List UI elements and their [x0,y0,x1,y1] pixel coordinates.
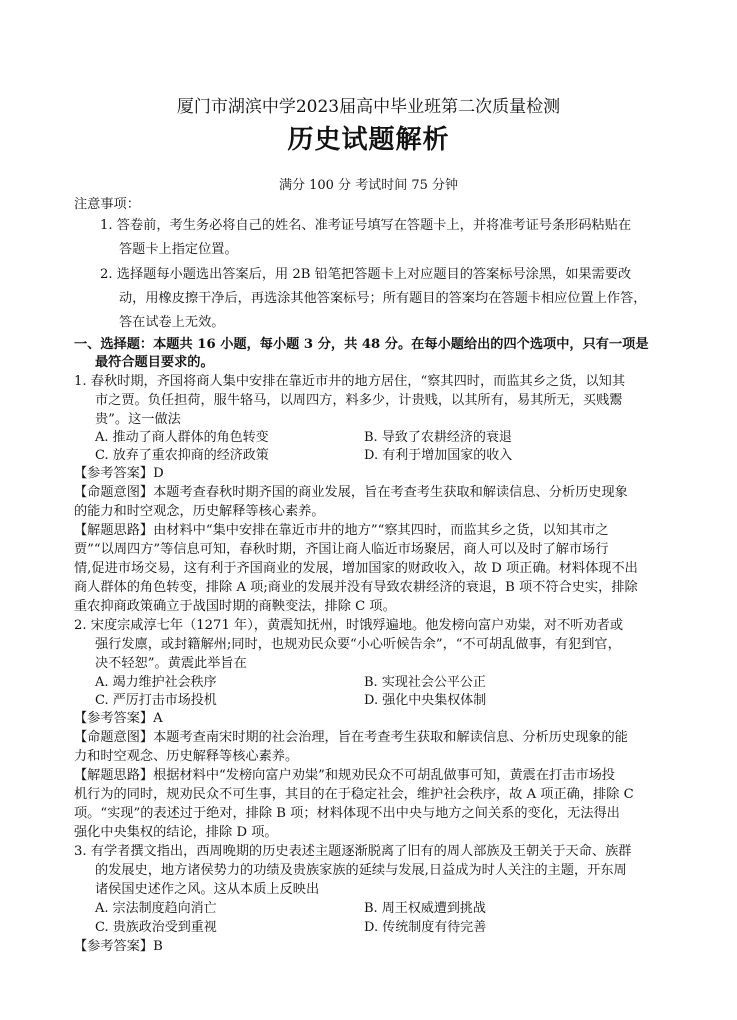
reference-answer: 【参考答案】A [74,711,163,726]
option-b: B. 导致了农耕经济的衰退 [364,430,512,445]
notice-heading: 注意事项： [74,197,140,212]
analysis-text: 机行为的同时，规劝民众不可生事，其目的在于稳定社会，维护社会秩序，故 A 项正确，排除 C [74,787,634,802]
option-c: C. 贵族政治受到重视 [95,920,217,935]
analysis-text: 情,促进市场交易，这有利于齐国商业的发展，增加国家的财政收入，故 D 项正确。材料体现不出 [74,561,638,576]
question-stem: 1. 春秋时期，齐国将商人集中安排在靠近市井的地方居住，“察其四时，而监其乡之货，以知其 [74,374,626,389]
analysis-text: 强化中央集权的结论，排除 D 项。 [74,825,278,840]
option-a: A. 竭力维护社会秩序 [95,675,217,690]
option-a: A. 宗法制度趋向消亡 [95,901,217,916]
question-stem: 2. 宋度宗咸淳七年（1271 年），黄震知抚州，时饿殍遍地。他发榜向富户劝粜，对不听劝者或 [74,618,624,633]
reference-answer: 【参考答案】B [74,939,163,954]
analysis-text: 商人群体的角色转变，排除 A 项;商业的发展并没有导致农耕经济的衰退，B 项不符合史实，排除 [74,580,638,595]
exam-subtitle: 厦门市湖滨中学2023届高中毕业班第二次质量检测 [176,97,561,117]
intent-text: 力和时空观念、历史解释等核心素养。 [74,749,299,764]
option-d: D. 强化中央集权体制 [364,693,487,708]
analysis-text: 贾”“以周四方”等信息可知，春秋时期，齐国让商人临近市场聚居，商人可以及时了解市场行 [74,542,609,557]
intent-text: 【命题意图】本题考查春秋时期齐国的商业发展，旨在考查考生获取和解读信息、分析历史现象 [74,485,628,500]
option-b: B. 周王权威遭到挑战 [364,901,486,916]
notice-line: 1. 答卷前，考生务必将自己的姓名、准考证号填写在答题卡上，并将准考证号条形码粘贴在 [100,218,632,233]
intent-text: 【命题意图】本题考查南宋时期的社会治理，旨在考查考生获取和解读信息、分析历史现象的能 [74,730,628,745]
intent-text: 的能力和时空观念，历史解释等核心素养。 [74,504,325,519]
analysis-text: 【解题思路】根据材料中“发榜向富户劝粜”和规劝民众不可胡乱做事可知，黄震在打击市场投 [74,768,615,783]
analysis-text: 项。“实现”的表述过于绝对，排除 B 项；材料体现不出中央与地方之间关系的变化，无法得出 [74,806,620,821]
option-d: D. 传统制度有待完善 [364,920,487,935]
analysis-text: 重农抑商政策确立于战国时期的商鞅变法，排除 C 项。 [74,599,396,614]
reference-answer: 【参考答案】D [74,466,164,481]
notice-line: 动，用橡皮擦干净后，再选涂其他答案标号；所有题目的答案均在答题卡相应位置上作答， [119,291,647,306]
question-stem: 强行发廪，或封籍解州;同时，也规劝民众要“小心听候告余”，“不可胡乱做事，有犯到官， [95,637,621,652]
question-stem: 诸侯国史述作之风。这从本质上反映出 [95,882,320,897]
option-c: C. 放弃了重农抑商的经济政策 [95,448,269,463]
question-stem: 的发展史，地方诸侯势力的功绩及贵族家族的延续与发展,日益成为时人关注的主题，开东周 [95,863,627,878]
analysis-text: 【解题思路】由材料中“集中安排在靠近市井的地方”“察其四时，而监其乡之货，以知其市之 [74,523,609,538]
question-stem: 决不轻恕”。黄震此举旨在 [95,656,247,671]
question-stem: 市之贾。负任担荷，服牛辂马，以周四方，料多少，计贵贱，以其所有，易其所无，买贱鬻 [95,393,623,408]
question-stem: 贵”。这一做法 [95,412,181,427]
notice-line: 2. 选择题每小题选出答案后，用 2B 铅笔把答题卡上对应题目的答案标号涂黑，如果需要改 [100,267,632,282]
page-title: 历史试题解析 [287,125,450,155]
section-heading: 一、选择题：本题共 16 小题，每小题 3 分，共 48 分。在每小题给出的四个选项中，只有一项是 [74,337,649,352]
question-stem: 3. 有学者撰文指出，西周晚期的历史表述主题逐渐脱离了旧有的周人部族及王朝关于天命、族群 [74,844,632,859]
notice-line: 答在试卷上无效。 [119,315,225,330]
option-d: D. 有利于增加国家的收入 [364,448,513,463]
option-c: C. 严厉打击市场投机 [95,693,217,708]
score-time: 满分 100 分 考试时间 75 分钟 [278,178,459,193]
section-heading-cont: 最符合题目要求的。 [95,355,214,370]
option-b: B. 实现社会公平公正 [364,675,486,690]
option-a: A. 推动了商人群体的角色转变 [95,430,269,445]
notice-line: 答题卡上指定位置。 [119,242,238,257]
